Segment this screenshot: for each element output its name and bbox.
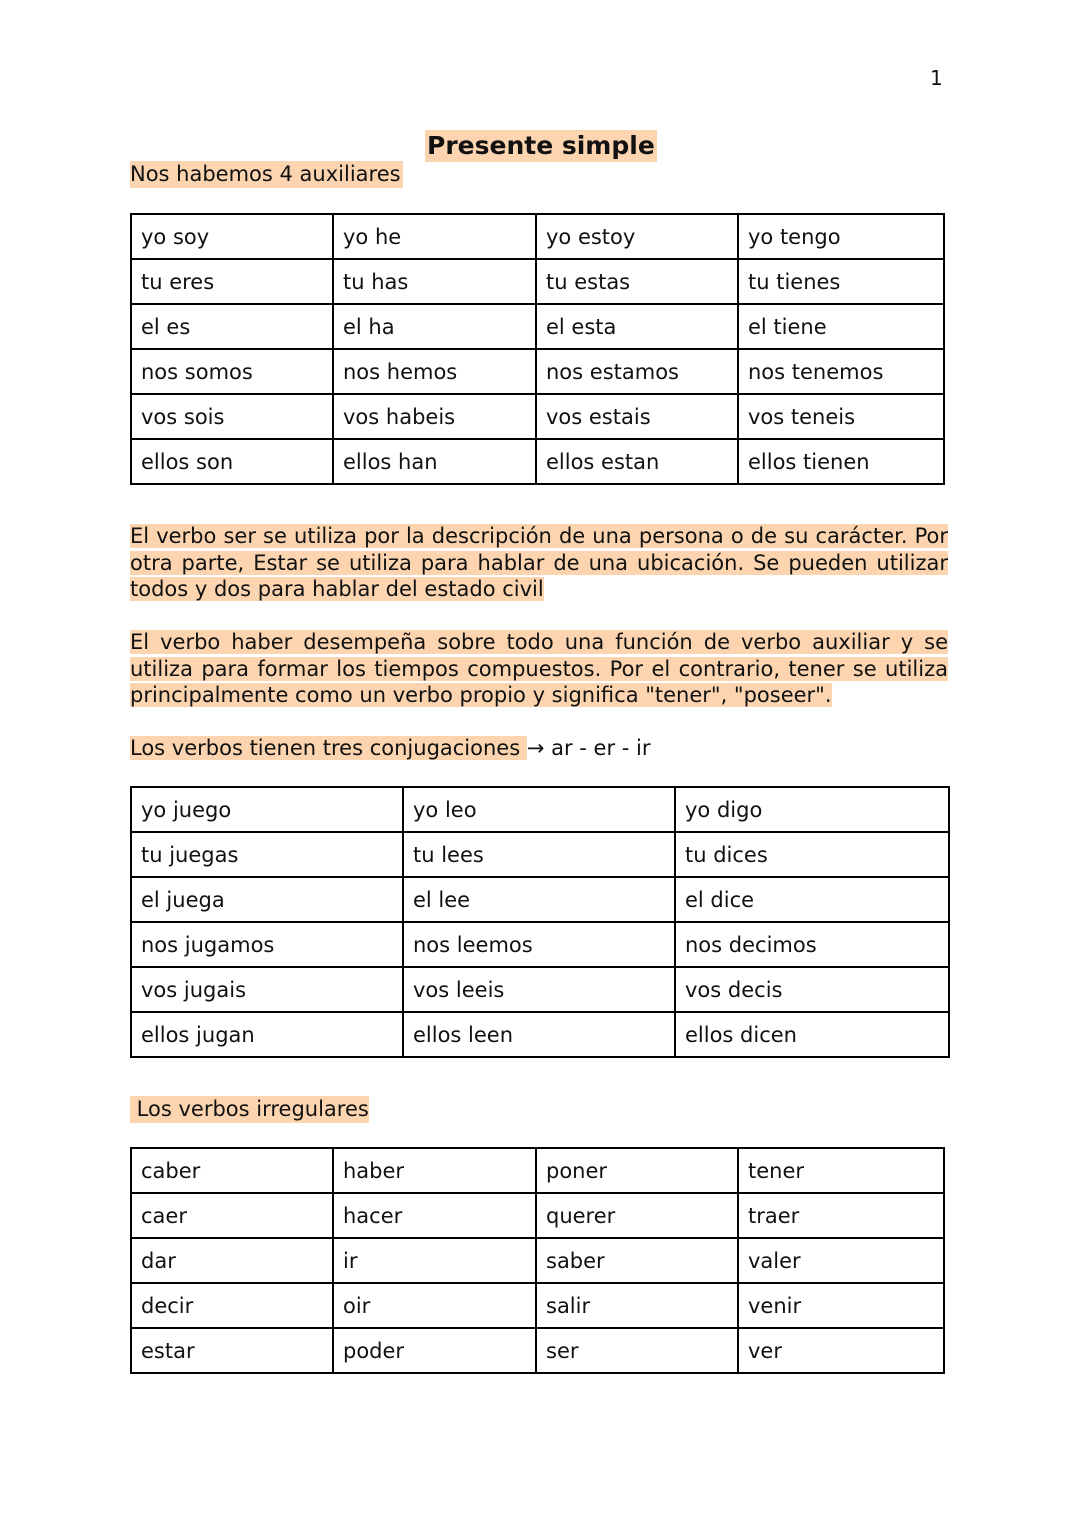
table-cell: tu has	[333, 259, 536, 304]
table-cell: vos jugais	[131, 967, 403, 1012]
table-cell: ellos jugan	[131, 1012, 403, 1057]
paragraph-ser-estar: El verbo ser se utiliza por la descripción de una persona o de su carácter. Por otra parte, Estar se utiliza para hablar de una ubicación. Se pueden utilizar todos y dos para hablar del estado civil	[130, 524, 948, 601]
page-title: Presente simple	[427, 131, 655, 160]
table-cell: el tiene	[738, 304, 944, 349]
table-row	[131, 394, 944, 439]
table-cell: poder	[333, 1328, 536, 1373]
page-number: 1	[930, 66, 943, 90]
table-cell: tu lees	[403, 832, 675, 877]
table-cell: ellos estan	[536, 439, 738, 484]
table-cell: tu tienes	[738, 259, 944, 304]
table-cell: nos somos	[131, 349, 333, 394]
table-cell: ser	[536, 1328, 738, 1373]
table-cell: el ha	[333, 304, 536, 349]
table-cell: vos decis	[675, 967, 949, 1012]
table-cell: nos jugamos	[131, 922, 403, 967]
table-row	[131, 1283, 944, 1328]
table-row	[131, 967, 949, 1012]
table-cell: ellos tienen	[738, 439, 944, 484]
irregulars-label: Los verbos irregulares	[130, 1097, 369, 1121]
subtitle: Nos habemos 4 auxiliares	[130, 162, 401, 186]
table-row	[131, 787, 949, 832]
table-cell: vos teneis	[738, 394, 944, 439]
table-cell: el esta	[536, 304, 738, 349]
table-cell: valer	[738, 1238, 944, 1283]
table-row	[131, 259, 944, 304]
table-cell: venir	[738, 1283, 944, 1328]
table-row	[131, 304, 944, 349]
conjugations-endings: → ar - er - ir	[526, 736, 651, 760]
table-cell: decir	[131, 1283, 333, 1328]
table-cell: tener	[738, 1148, 944, 1193]
table-row	[131, 1148, 944, 1193]
table-cell: nos estamos	[536, 349, 738, 394]
table-row	[131, 922, 949, 967]
conjugations-label-text: Los verbos tienen tres conjugaciones	[130, 736, 527, 760]
table-cell: dar	[131, 1238, 333, 1283]
table-cell: tu dices	[675, 832, 949, 877]
table-cell: caber	[131, 1148, 333, 1193]
table-cell: nos decimos	[675, 922, 949, 967]
table-row	[131, 832, 949, 877]
table-cell: vos leeis	[403, 967, 675, 1012]
conjugations-table	[130, 786, 950, 1058]
table-cell: nos hemos	[333, 349, 536, 394]
table-cell: ellos leen	[403, 1012, 675, 1057]
table-cell: el juega	[131, 877, 403, 922]
table-cell: yo soy	[131, 214, 333, 259]
table-cell: traer	[738, 1193, 944, 1238]
table-row	[131, 1328, 944, 1373]
table-cell: vos habeis	[333, 394, 536, 439]
table-row	[131, 877, 949, 922]
table-row	[131, 439, 944, 484]
table-cell: tu estas	[536, 259, 738, 304]
table-cell: estar	[131, 1328, 333, 1373]
table-cell: nos tenemos	[738, 349, 944, 394]
table-cell: el lee	[403, 877, 675, 922]
table-cell: yo digo	[675, 787, 949, 832]
table-row	[131, 1012, 949, 1057]
auxiliaries-table	[130, 213, 945, 485]
table-cell: ellos dicen	[675, 1012, 949, 1057]
table-cell: el dice	[675, 877, 949, 922]
table-cell: yo estoy	[536, 214, 738, 259]
table-cell: yo tengo	[738, 214, 944, 259]
table-cell: querer	[536, 1193, 738, 1238]
table-cell: saber	[536, 1238, 738, 1283]
table-cell: vos estais	[536, 394, 738, 439]
table-cell: yo leo	[403, 787, 675, 832]
table-cell: ver	[738, 1328, 944, 1373]
table-cell: nos leemos	[403, 922, 675, 967]
table-cell: ir	[333, 1238, 536, 1283]
table-cell: caer	[131, 1193, 333, 1238]
paragraph-haber-tener: El verbo haber desempeña sobre todo una función de verbo auxiliar y se utiliza para formar los tiempos compuestos. Por el contrario, tener se utiliza principalmente como un verbo propio y significa "tener", "poseer".	[130, 630, 948, 707]
table-row	[131, 1238, 944, 1283]
table-cell: ellos son	[131, 439, 333, 484]
conjugations-label	[130, 735, 651, 762]
table-cell: yo he	[333, 214, 536, 259]
table-cell: vos sois	[131, 394, 333, 439]
table-cell: el es	[131, 304, 333, 349]
table-cell: tu eres	[131, 259, 333, 304]
table-row	[131, 1193, 944, 1238]
table-cell: yo juego	[131, 787, 403, 832]
table-row	[131, 214, 944, 259]
table-cell: tu juegas	[131, 832, 403, 877]
irregulars-table	[130, 1147, 945, 1374]
table-cell: poner	[536, 1148, 738, 1193]
table-cell: haber	[333, 1148, 536, 1193]
table-cell: ellos han	[333, 439, 536, 484]
table-row	[131, 349, 944, 394]
table-cell: salir	[536, 1283, 738, 1328]
table-cell: oir	[333, 1283, 536, 1328]
table-cell: hacer	[333, 1193, 536, 1238]
